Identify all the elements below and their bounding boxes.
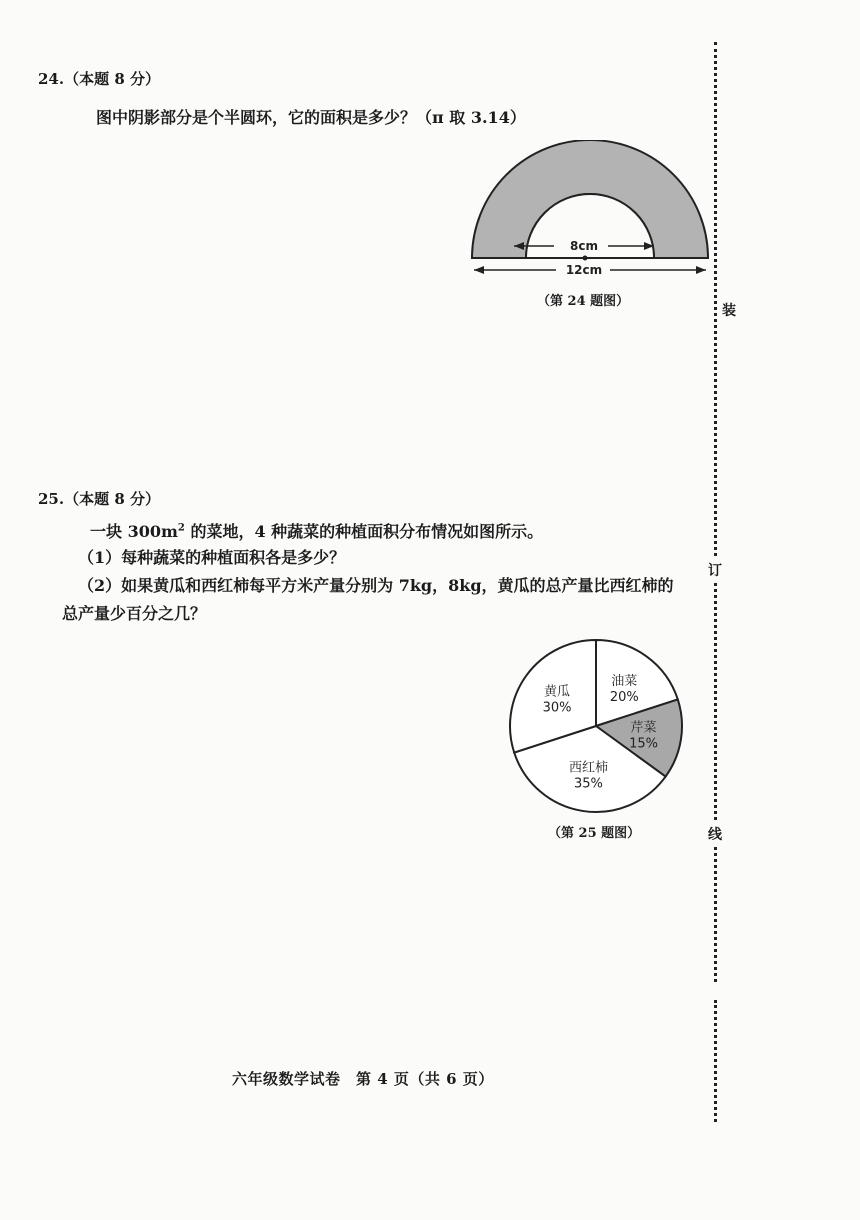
pie-value-tomato: 35% (574, 776, 603, 792)
outer-diameter-label: 12cm (565, 263, 603, 277)
binding-char-middle: 订 (708, 558, 722, 582)
q24-text: 图中阴影部分是个半圆环，它的面积是多少？（π 取 3.14） (96, 108, 526, 127)
q25-intro-part2: 的菜地，4 种蔬菜的种植面积分布情况如图所示。 (184, 522, 544, 541)
page-footer: 六年级数学试卷 第 4 页（共 6 页） (232, 1070, 494, 1088)
pie-value-cucumber: 30% (542, 700, 572, 716)
pie-value-rapeseed: 20% (609, 690, 639, 706)
q25-intro-part1: 一块 300m (90, 522, 178, 541)
q25-sub2-line1: （2）如果黄瓜和西红柿每平方米产量分别为 7kg，8kg，黄瓜的总产量比西红柿的 (78, 576, 674, 595)
q25-heading: 25.（本题 8 分） (38, 490, 160, 508)
q25-sub1: （1）每种蔬菜的种植面积各是多少？ (78, 548, 346, 567)
outer-arrow-right (696, 266, 706, 274)
pie-label-tomato: 西红柿 (568, 760, 608, 776)
vegetable-pie-chart (500, 630, 700, 820)
binding-char-top: 装 (722, 298, 736, 322)
binding-dotted-line-lower (714, 1000, 717, 1122)
binding-char-bottom: 线 (708, 822, 722, 846)
q25-caption: （第 25 题图） (548, 826, 641, 841)
inner-diameter-label: 8cm (570, 239, 598, 253)
q25-sub2-line2: 总产量少百分之几？ (62, 604, 207, 623)
q24-heading: 24.（本题 8 分） (38, 70, 160, 88)
semi-annulus-figure (460, 140, 720, 280)
q25-intro-sup: 2 (177, 522, 185, 534)
pie-value-celery: 15% (629, 736, 659, 752)
q25-intro (90, 520, 543, 544)
outer-arrow-left (474, 266, 484, 274)
q24-caption: （第 24 题图） (537, 294, 630, 309)
pie-label-rapeseed: 油菜 (611, 674, 638, 690)
pie-label-cucumber: 黄瓜 (544, 684, 571, 700)
center-point (583, 256, 588, 261)
pie-label-celery: 芹菜 (630, 720, 657, 736)
